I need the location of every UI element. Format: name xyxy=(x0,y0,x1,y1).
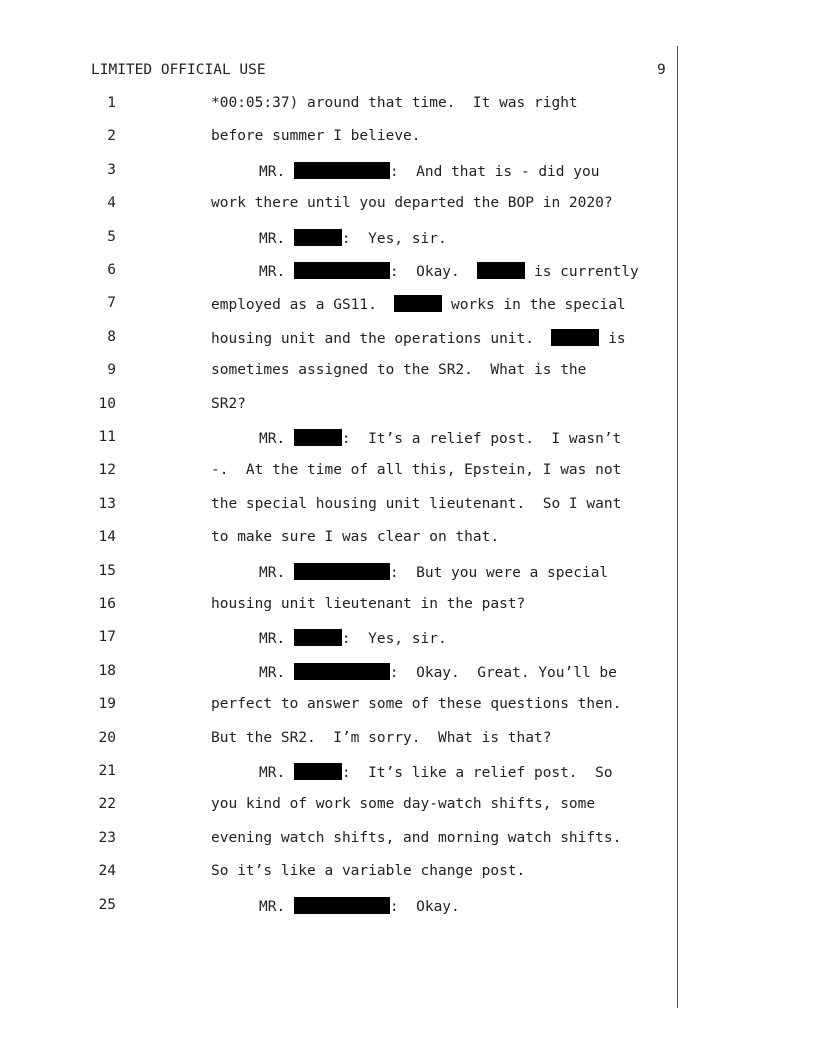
transcript-line xyxy=(0,229,816,249)
transcript-line xyxy=(0,195,816,215)
text-segment: SR2? xyxy=(211,395,246,412)
line-text xyxy=(211,529,499,545)
text-segment: to make sure I was clear on that. xyxy=(211,529,500,546)
text-segment: MR. xyxy=(259,431,294,447)
text-segment: : Okay. xyxy=(389,264,478,280)
line-text xyxy=(211,830,621,846)
text-segment: : Yes, sir. xyxy=(341,230,447,247)
line-number: 5 xyxy=(107,228,116,245)
text-segment: MR. xyxy=(259,230,294,247)
text-segment: : Yes, sir. xyxy=(341,631,447,648)
line-text xyxy=(259,897,460,915)
text-segment: MR. xyxy=(259,564,294,581)
line-text xyxy=(211,462,621,478)
line-number: 21 xyxy=(98,763,116,779)
redaction-box xyxy=(294,897,390,914)
line-number: 12 xyxy=(98,462,116,479)
transcript-line xyxy=(0,128,816,148)
line-number: 7 xyxy=(107,295,116,312)
redaction-box xyxy=(394,295,442,312)
redaction-box xyxy=(477,262,525,279)
transcript-line xyxy=(0,629,816,649)
line-text xyxy=(211,863,525,879)
line-number: 1 xyxy=(107,95,116,111)
text-segment: MR. xyxy=(259,264,294,280)
line-number: 6 xyxy=(107,262,116,278)
text-segment: housing unit and the operations unit. xyxy=(211,330,552,347)
text-segment: : But you were a special xyxy=(389,564,609,581)
text-segment: MR. xyxy=(259,631,294,648)
text-segment: sometimes assigned to the SR2. What is the xyxy=(211,362,587,379)
redaction-box xyxy=(294,262,390,279)
text-segment: before summer I believe. xyxy=(211,128,421,145)
line-number: 15 xyxy=(98,562,116,579)
text-segment: evening watch shifts, and morning watch shifts. xyxy=(211,829,622,846)
line-text xyxy=(259,763,613,781)
text-segment: you kind of work some day-watch shifts, some xyxy=(211,796,596,813)
redaction-box xyxy=(551,329,599,346)
line-number: 3 xyxy=(107,161,116,178)
line-number: 19 xyxy=(98,696,116,713)
text-segment: perfect to answer some of these questions then. xyxy=(211,696,622,713)
transcript-line xyxy=(0,863,816,883)
line-text xyxy=(211,362,586,378)
line-text xyxy=(211,730,551,746)
line-text xyxy=(211,95,578,111)
line-text xyxy=(211,295,626,313)
line-text xyxy=(211,128,421,144)
redaction-box xyxy=(294,763,342,780)
text-segment: -. At the time of all this, Epstein, I was not xyxy=(211,462,622,479)
transcript-line xyxy=(0,696,816,716)
redaction-box xyxy=(294,663,390,680)
line-number: 11 xyxy=(98,429,116,445)
classification-header: LIMITED OFFICIAL USE xyxy=(91,62,266,78)
line-number: 24 xyxy=(98,863,116,880)
text-segment: : It’s like a relief post. So xyxy=(341,765,613,781)
text-segment: : Okay. xyxy=(389,898,460,915)
text-segment: is currently xyxy=(525,264,639,280)
text-segment: So it’s like a variable change post. xyxy=(211,863,526,880)
transcript-line xyxy=(0,262,816,282)
text-segment: MR. xyxy=(259,898,294,915)
line-number: 13 xyxy=(98,495,116,512)
text-segment: is xyxy=(599,330,626,347)
line-text xyxy=(211,696,621,712)
transcript-line xyxy=(0,95,816,115)
transcript-line xyxy=(0,663,816,683)
text-segment: MR. xyxy=(259,664,294,681)
page-number: 9 xyxy=(657,62,666,78)
text-segment: the special housing unit lieutenant. So I want xyxy=(211,495,622,512)
text-segment: *00:05:37) around that time. It was right xyxy=(211,95,578,111)
transcript-line xyxy=(0,429,816,449)
text-segment: employed as a GS11. xyxy=(211,297,395,314)
redaction-box xyxy=(294,629,342,646)
line-text xyxy=(259,429,621,447)
redaction-box xyxy=(294,229,342,246)
line-number: 16 xyxy=(98,596,116,612)
line-number: 20 xyxy=(98,729,116,746)
text-segment: But the SR2. I’m sorry. What is that? xyxy=(211,729,552,746)
transcript-line xyxy=(0,162,816,182)
text-segment: works in the special xyxy=(442,297,626,314)
line-number: 14 xyxy=(98,529,116,546)
transcript-line xyxy=(0,596,816,616)
line-text xyxy=(259,229,447,247)
transcript-line xyxy=(0,529,816,549)
redaction-box xyxy=(294,429,342,446)
text-segment: : It’s a relief post. I wasn’t xyxy=(341,431,622,447)
transcript-line xyxy=(0,496,816,516)
line-text xyxy=(211,596,525,612)
line-text xyxy=(259,629,447,647)
text-segment: housing unit lieutenant in the past? xyxy=(211,596,526,612)
line-number: 17 xyxy=(98,629,116,646)
transcript-line xyxy=(0,362,816,382)
redaction-box xyxy=(294,563,390,580)
line-text xyxy=(259,262,639,280)
transcript-line xyxy=(0,329,816,349)
line-number: 8 xyxy=(107,328,116,345)
line-text xyxy=(211,195,613,211)
line-number: 18 xyxy=(98,662,116,679)
transcript-line xyxy=(0,295,816,315)
transcript-line xyxy=(0,396,816,416)
redaction-box xyxy=(294,162,390,179)
text-segment: : And that is - did you xyxy=(389,163,600,180)
line-number: 10 xyxy=(98,395,116,412)
text-segment: MR. xyxy=(259,765,294,781)
line-text xyxy=(259,663,617,681)
line-number: 9 xyxy=(107,362,116,379)
line-text xyxy=(211,796,595,812)
line-text xyxy=(211,329,626,347)
transcript-line xyxy=(0,563,816,583)
transcript-line xyxy=(0,796,816,816)
text-segment: work there until you departed the BOP in 2020? xyxy=(211,195,613,212)
line-text xyxy=(259,563,608,581)
text-segment: MR. xyxy=(259,163,294,180)
line-number: 4 xyxy=(107,195,116,212)
line-text xyxy=(211,396,246,412)
line-text xyxy=(211,496,621,512)
line-number: 22 xyxy=(98,796,116,813)
transcript-line xyxy=(0,897,816,917)
text-segment: : Okay. Great. You’ll be xyxy=(389,664,617,681)
transcript-line xyxy=(0,830,816,850)
transcript-line xyxy=(0,462,816,482)
line-number: 25 xyxy=(98,896,116,913)
transcript-line xyxy=(0,730,816,750)
line-text xyxy=(259,162,599,180)
line-number: 2 xyxy=(107,128,116,145)
line-number: 23 xyxy=(98,829,116,846)
transcript-line xyxy=(0,763,816,783)
